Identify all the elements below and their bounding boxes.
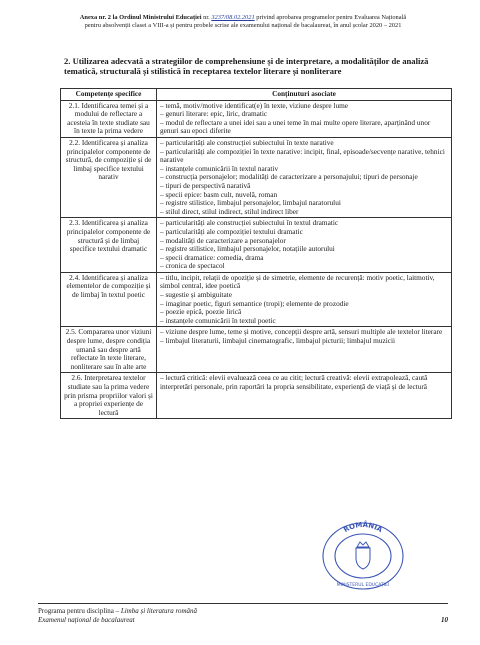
competence-cell: 2.2. Identificarea și analiza principalelor componente de structură, de compoziție și de limbaj specifice textului narativ — [61, 137, 157, 217]
contents-cell — [157, 218, 452, 273]
content-item: – limbajul literaturii, limbajul cinematografic, limbajul picturii; limbajul muzicii — [160, 336, 396, 346]
content-item: – titlu, incipit, relații de opoziție și de simetrie, elemente de recurență: motiv poetic, laitmotiv, simbol central, idee poetică — [160, 272, 435, 291]
header-line-1 — [38, 14, 448, 22]
official-stamp — [318, 518, 408, 592]
content-item: – particularități ale compoziției textului dramatic — [160, 226, 303, 236]
content-item: – particularități ale construcției subiectului în texte narative — [160, 137, 334, 147]
content-item: – modul de reflectare a unei idei sau a unei teme în mai multe opere literare, aparținând unor genuri sau epoci diferite — [160, 117, 431, 136]
content-item: – cronica de spectacol — [160, 261, 225, 271]
footer-subject: Limba și literatura română — [120, 607, 197, 615]
stamp-text: ROMÂNIA — [342, 520, 384, 535]
section-title: 2. Utilizarea adecvată a strategiilor de comprehensiune și de interpretare, a modalităților de analiză tematică, structurală și stilistică în receptarea textelor literare și nonliterare — [64, 56, 429, 76]
contents-cell — [157, 100, 452, 137]
page-footer — [38, 603, 448, 624]
table-row — [61, 373, 452, 419]
header-description: privind aprobarea programelor pentru Evaluarea Națională — [256, 14, 407, 21]
content-item: – instanțele comunicării în textul narativ — [160, 163, 279, 173]
content-item: – genuri literare: epic, liric, dramatic — [160, 109, 268, 119]
footer-exam: Examenul național de bacalaureat — [38, 615, 135, 624]
contents-cell — [157, 327, 452, 373]
footer-program-label: Programa pentru disciplina – — [38, 607, 121, 615]
competence-cell: 2.1. Identificarea temei și a modului de reflectare a acesteia în texte studiate sau în texte la prima vedere — [61, 100, 157, 137]
page-number: 10 — [441, 616, 448, 624]
content-item: – modalități de caracterizare a personajelor — [160, 235, 286, 245]
document-header — [38, 14, 448, 30]
content-item: – viziune despre lume, teme și motive, concepții despre artă, sensuri multiple ale textelor literare — [160, 327, 443, 337]
competence-cell: 2.5. Compararea unor viziuni despre lume, despre condiția umană sau despre artă reflectate în texte literare, nonliterare sau în alte arte — [61, 327, 157, 373]
content-item: – lectură critică: elevii evaluează ceea ce au citit; lectură creativă: elevii extrapolează, caută interpretări personale, prin raportări la propria sensibilitate, experiență de viață și de lectură — [160, 373, 428, 391]
contents-cell — [157, 373, 452, 419]
content-item: – construcția personajelor; modalități de caracterizare a personajului; tipuri de personaje — [160, 172, 418, 182]
content-item: – sugestie și ambiguitate — [160, 290, 232, 300]
content-item: – particularități ale construcției subiectului în textul dramatic — [160, 218, 339, 228]
handwritten-order-number: 3237/08.02.2021 — [211, 14, 255, 21]
content-item: – particularități ale compoziției în texte narative: incipit, final, episoade/secvențe narative, tehnici narative — [160, 146, 445, 165]
table-row — [61, 137, 452, 217]
content-item: – specii epice: basm cult, nuvelă, roman — [160, 189, 278, 199]
table-header-row — [61, 89, 452, 101]
column-header-competences: Competențe specifice — [61, 89, 157, 101]
content-item: – imaginar poetic, figuri semantice (tropi); elemente de prozodie — [160, 298, 349, 308]
coat-of-arms-icon — [356, 542, 370, 569]
content-item: – registre stilistice, limbajul personajelor, notațiile autorului — [160, 244, 335, 254]
header-line-2: pentru absolvenții clasei a VIII-a și pentru probele scrise ale examenului național de bacalaureat, în anul școlar 2020 – 2021 — [84, 22, 402, 29]
table-body — [61, 100, 452, 419]
content-item: – specii dramatice: comedia, drama — [160, 252, 264, 262]
competence-cell: 2.6. Interpretarea textelor studiate sau la prima vedere prin prisma propriilor valori și a propriei experiențe de lectură — [61, 373, 157, 419]
footer-line-1 — [38, 607, 448, 616]
order-number-label: nr. — [203, 14, 210, 21]
content-item: – poezie epică, poezie lirică — [160, 307, 242, 317]
table-row — [61, 272, 452, 327]
content-item: – temă, motiv/motive identificat(e) în texte, viziune despre lume — [160, 100, 349, 110]
contents-cell — [157, 272, 452, 327]
contents-cell — [157, 137, 452, 217]
content-item: – instanțele comunicării în textul poetic — [160, 315, 276, 325]
stamp-side-text: MINISTERUL EDUCAȚIEI — [336, 583, 390, 588]
competences-table — [60, 88, 452, 419]
table-row — [61, 218, 452, 273]
column-header-contents: Conținuturi asociate — [157, 89, 452, 101]
content-item: – tipuri de perspectivă narativă — [160, 180, 251, 190]
annex-title: Anexa nr. 2 la Ordinul Ministrului Educației — [79, 14, 202, 21]
table-row — [61, 327, 452, 373]
content-item: – stilul direct, stilul indirect, stilul indirect liber — [160, 206, 299, 216]
footer-line-2 — [38, 616, 448, 625]
competence-cell: 2.3. Identificarea și analiza principalelor componente de structură și de limbaj specifice textului dramatic — [61, 218, 157, 273]
table-row — [61, 100, 452, 137]
competence-cell: 2.4. Identificarea și analiza elementelor de compoziție și de limbaj în textul poetic — [61, 272, 157, 327]
content-item: – registre stilistice, limbajul personajelor, limbajul naratorului — [160, 198, 341, 208]
